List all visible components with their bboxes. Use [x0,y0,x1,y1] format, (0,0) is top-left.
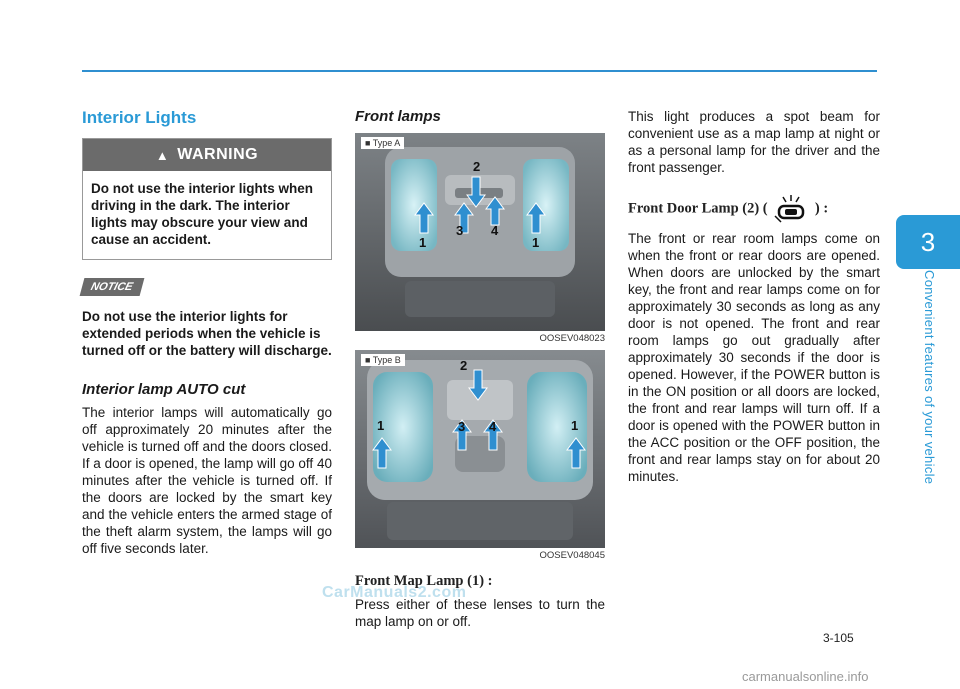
auto-cut-text: The interior lamps will automatically go off approximately 20 minutes after the vehicle is turned off and the doors closed. If a door is opened, the lamp will go off 40 minutes after the vehicle is turned off. If the doors are locked by the smart key and the vehicle enters the armed stage of the theft alarm system, the lamps will go off five seconds later. [82,405,332,556]
chapter-tab [896,215,960,269]
door-lamp-icon [771,194,811,224]
watermark: CarManuals2.com [322,584,467,601]
figure-type-b-label: ■ Type B [361,354,405,366]
svg-text:3: 3 [456,223,464,238]
map-lamp-title: Front Map Lamp (1) : [355,573,493,589]
section-title: Interior Lights [82,108,197,127]
door-lamp-text: The front or rear room lamps come on when the front or rear doors are opened. When doors are unlocked by the smart key, the front and rear lamps come on for approximately 30 seconds as long as any door is not opened. The front and rear room lamps go out gradually after approximately 30 seconds if the door is opened. However, if the POWER button is in the ON position or all doors are locked, the front and rear lamps will turn off. If a door is opened with the POWER button in the ACC position or the OFF position, the front and rear lamps stay on for about 20 minutes. [628,231,880,484]
figure-type-a-label: ■ Type A [361,137,404,149]
column-3 [628,108,880,485]
svg-text:1: 1 [377,418,385,433]
chapter-title-text: Convenient features of your vehicle [922,270,937,485]
svg-text:4: 4 [489,419,497,434]
notice-text: Do not use the interior lights for extended periods when the vehicle is turned off or the battery will discharge. [82,309,332,358]
overhead-console-a-illustration [355,133,605,331]
warning-triangle-icon: ▲ [155,147,170,163]
door-lamp-title-after: ) : [814,200,829,217]
top-rule [82,70,877,72]
page-number: 3-105 [823,631,854,645]
chapter-number: 3 [920,226,936,257]
svg-text:4: 4 [491,223,499,238]
svg-text:1: 1 [571,418,579,433]
svg-text:1: 1 [419,235,427,250]
overhead-console-b-illustration [355,350,605,548]
column-2 [355,108,605,630]
column-1 [82,108,332,557]
figure-a-code: OOSEV048023 [539,333,605,344]
footer-logo[interactable]: carmanualsonline.info [742,669,869,684]
spot-beam-text: This light produces a spot beam for convenient use as a map lamp at night or as a personal lamp for the driver and the front passenger. [628,109,880,175]
map-lamp-text: Press either of these lenses to turn the map lamp on or off. [355,597,605,629]
svg-text:2: 2 [473,159,481,174]
warning-box [82,138,332,260]
door-lamp-title-before: Front Door Lamp (2) ( [628,200,768,217]
svg-text:2: 2 [460,358,468,373]
front-lamps-title: Front lamps [355,108,441,125]
warning-label: WARNING [177,146,259,163]
svg-text:1: 1 [532,235,540,250]
warning-text: Do not use the interior lights when driving in the dark. The interior lights may obscure your view and cause an accident. [91,181,314,247]
auto-cut-title: Interior lamp AUTO cut [82,381,246,398]
figure-b-code: OOSEV048045 [539,550,605,561]
figure-type-b [355,350,605,548]
svg-text:3: 3 [458,419,466,434]
warning-header [83,139,331,171]
door-lamp-title [628,194,880,224]
figure-type-a [355,133,605,331]
notice-badge: NOTICE [80,278,144,296]
